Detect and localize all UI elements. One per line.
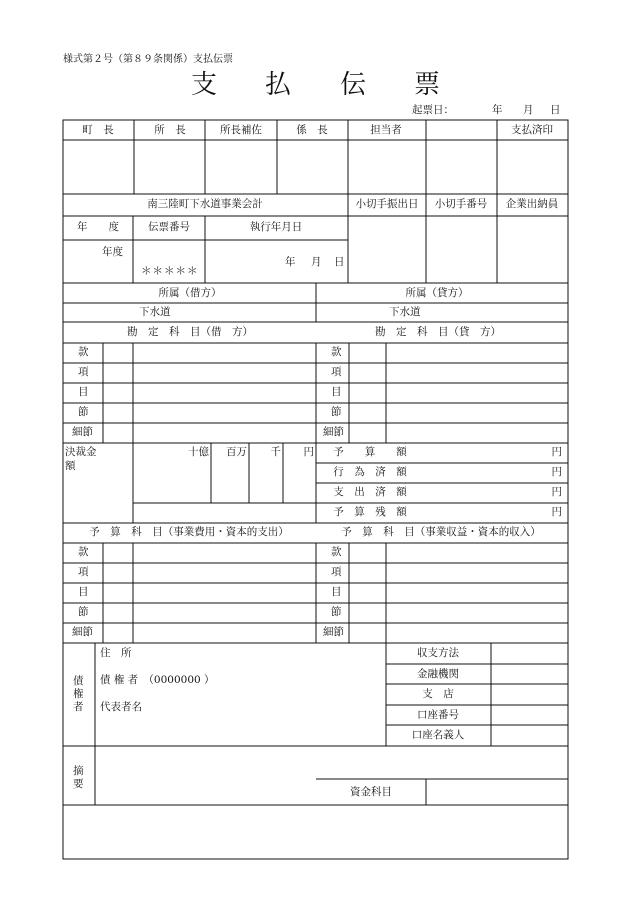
issue-day: 日 [550, 104, 561, 116]
spent-amount-label: 支 出 済 額 [333, 486, 407, 498]
decision-amount-label-1: 決裁金 [65, 446, 97, 458]
cashier-label: 企業出納員 [505, 198, 559, 210]
credit-row-moku: 目 [331, 386, 342, 398]
debit-row-saisetsu: 細節 [72, 426, 93, 438]
payment-done-stamp: 支払済印 [511, 124, 553, 136]
department-debit-value: 下水道 [139, 306, 171, 318]
issue-month: 月 [523, 104, 534, 116]
voucher-no-value: ＊＊＊＊＊ [141, 265, 199, 277]
revenue-row-kou: 項 [331, 566, 342, 578]
budget-expense-label: 予 算 科 目（事業費用・資本的支出） [89, 526, 289, 538]
accounting-entity: 南三陸町下水道事業会計 [147, 198, 263, 210]
creditor-label-3: 者 [73, 701, 84, 713]
exec-date-label: 執行年月日 [249, 221, 303, 233]
department-credit-label: 所属（貸方） [405, 287, 469, 299]
bank-label: 金融機関 [417, 668, 459, 680]
title-char-4: 票 [414, 70, 441, 100]
expense-row-kou: 項 [78, 566, 89, 578]
spent-amount-yen: 円 [551, 486, 562, 498]
form-number: 様式第２号（第８９条関係）支払伝票 [63, 54, 233, 65]
creditor-label-2: 権 [73, 688, 84, 700]
credit-row-kan: 款 [331, 346, 342, 358]
credit-row-setsu: 節 [331, 406, 342, 418]
approval-director: 所 長 [154, 124, 186, 136]
exec-year: 年 [285, 256, 296, 268]
fund-account-label: 資金科目 [350, 786, 392, 798]
credit-row-kou: 項 [331, 366, 342, 378]
debit-row-setsu: 節 [78, 406, 89, 418]
title-char-1: 支 [191, 70, 218, 100]
budget-amount-label: 予 算 額 [333, 446, 407, 458]
department-credit-value: 下水道 [389, 306, 421, 318]
outer-frame [63, 120, 568, 859]
expense-row-moku: 目 [78, 586, 89, 598]
accounts-debit-label: 勘 定 科 目（借 方） [127, 326, 253, 338]
expense-row-setsu: 節 [78, 606, 89, 618]
approval-mayor: 町 長 [82, 124, 114, 136]
remaining-amount-yen: 円 [551, 506, 562, 518]
approval-deputy: 所長補佐 [220, 124, 262, 136]
budget-revenue-label: 予 算 科 目（事業収益・資本的収入） [341, 526, 541, 538]
representative-label: 代表者名 [100, 701, 142, 713]
expense-row-saisetsu: 細節 [72, 626, 93, 638]
summary-label-1: 摘 [73, 765, 84, 777]
branch-label: 支 店 [422, 688, 454, 700]
revenue-row-moku: 目 [331, 586, 342, 598]
debit-row-kou: 項 [78, 366, 89, 378]
committed-amount-label: 行 為 済 額 [333, 466, 407, 478]
debit-row-kan: 款 [78, 346, 89, 358]
unit-thousand: 千 [270, 446, 281, 458]
title-char-2: 払 [265, 70, 292, 100]
expense-row-kan: 款 [78, 546, 89, 558]
department-debit-label: 所属（借方） [158, 287, 222, 299]
payment-method-label: 収支方法 [417, 647, 459, 659]
budget-amount-yen: 円 [551, 446, 562, 458]
revenue-row-setsu: 節 [331, 606, 342, 618]
approval-staff: 担当者 [370, 124, 402, 136]
check-number-label: 小切手番号 [434, 198, 488, 210]
revenue-row-saisetsu: 細節 [323, 626, 344, 638]
account-holder-label: 口座名義人 [411, 729, 465, 741]
issue-year: 年 [492, 104, 503, 116]
voucher-no-label: 伝票番号 [148, 221, 190, 233]
exec-day: 日 [334, 256, 345, 268]
remaining-amount-label: 予 算 残 額 [333, 506, 407, 518]
issue-date-label: 起票日： [412, 104, 454, 116]
title-char-3: 伝 [340, 70, 367, 100]
credit-row-saisetsu: 細節 [323, 426, 344, 438]
unit-million: 百万 [226, 446, 247, 458]
fiscal-year-unit: 年度 [102, 246, 123, 258]
unit-yen: 円 [303, 446, 314, 458]
approval-chief: 係 長 [296, 124, 328, 136]
exec-month: 月 [311, 256, 322, 268]
committed-amount-yen: 円 [551, 466, 562, 478]
creditor-name-label: 債 権 者 （0000000 ） [100, 674, 215, 686]
unit-billion: 十億 [188, 446, 209, 458]
revenue-row-kan: 款 [331, 546, 342, 558]
fiscal-year-label: 年 度 [77, 221, 119, 233]
summary-label-2: 要 [73, 778, 84, 790]
check-issue-date-label: 小切手振出日 [355, 198, 419, 210]
accounts-credit-label: 勘 定 科 目（貸 方） [375, 326, 501, 338]
address-label: 住 所 [100, 647, 132, 659]
creditor-label-1: 債 [73, 675, 84, 687]
account-number-label: 口座番号 [417, 709, 459, 721]
decision-amount-label-2: 額 [65, 460, 76, 472]
debit-row-moku: 目 [78, 386, 89, 398]
